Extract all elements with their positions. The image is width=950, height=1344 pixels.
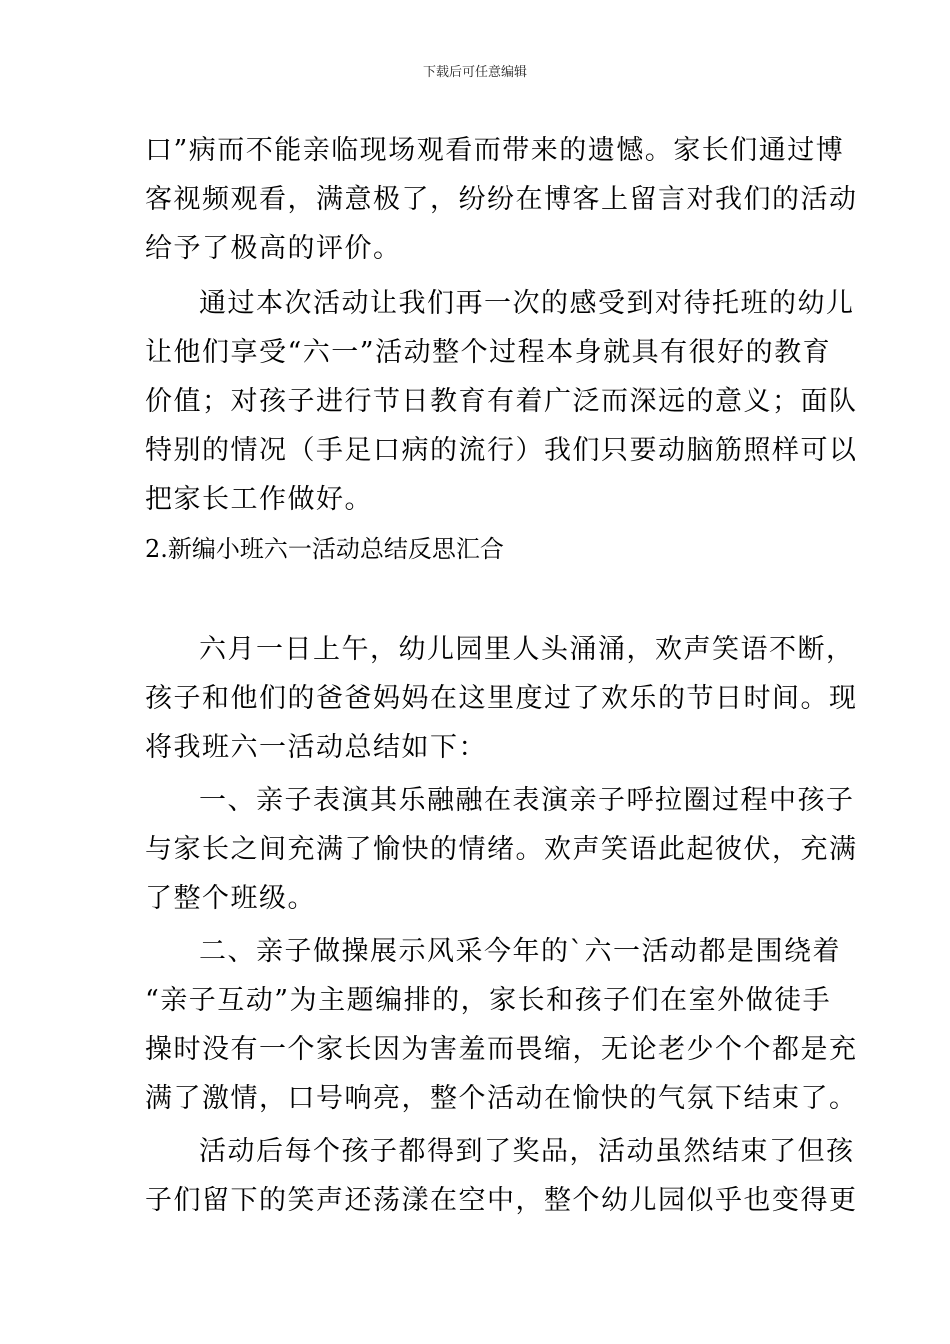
text-line: 满了激情，口号响亮，整个活动在愉快的气氛下结束了。 <box>145 1083 858 1114</box>
text-line: 了整个班级。 <box>145 883 316 914</box>
text-line: 价值；对孩子进行节日教育有着广泛而深远的意义；面队 <box>145 386 858 417</box>
text-line: 子们留下的笑声还荡漾在空中，整个幼儿园似乎也变得更 <box>145 1185 858 1216</box>
text-line: 口”病而不能亲临现场观看而带来的遗憾。家长们通过博 <box>145 135 845 166</box>
section-heading: 2.新编小班六一活动总结反思汇合 <box>145 535 504 563</box>
text-line: 客视频观看，满意极了，纷纷在博客上留言对我们的活动 <box>145 184 858 215</box>
text-line: 把家长工作做好。 <box>145 484 373 515</box>
paragraph-first-line: 活动后每个孩子都得到了奖品，活动虽然结束了但孩 <box>199 1136 855 1167</box>
text-line: 特别的情况（手足口病的流行）我们只要动脑筋照样可以 <box>145 435 858 466</box>
text-line: “亲子互动”为主题编排的，家长和孩子们在室外做徒手 <box>145 985 832 1016</box>
page-header: 下载后可任意编辑 <box>422 65 527 80</box>
text-line: 孩子和他们的爸爸妈妈在这里度过了欢乐的节日时间。现 <box>145 683 858 714</box>
text-line: 让他们享受“六一”活动整个过程本身就具有很好的教育 <box>145 337 832 368</box>
text-line: 将我班六一活动总结如下： <box>145 732 487 763</box>
paragraph-first-line: 通过本次活动让我们再一次的感受到对待托班的幼儿 <box>199 288 855 319</box>
paragraph-first-line: 二、亲子做操展示风采今年的`六一活动都是围绕着 <box>199 936 841 967</box>
paragraph-first-line: 一、亲子表演其乐融融在表演亲子呼拉圈过程中孩子 <box>199 785 855 816</box>
text-line: 操时没有一个家长因为害羞而畏缩，无论老少个个都是充 <box>145 1034 858 1065</box>
text-line: 给予了极高的评价。 <box>145 233 402 264</box>
paragraph-first-line: 六月一日上午，幼儿园里人头涌涌，欢声笑语不断， <box>199 634 855 665</box>
text-line: 与家长之间充满了愉快的情绪。欢声笑语此起彼伏，充满 <box>145 834 858 865</box>
